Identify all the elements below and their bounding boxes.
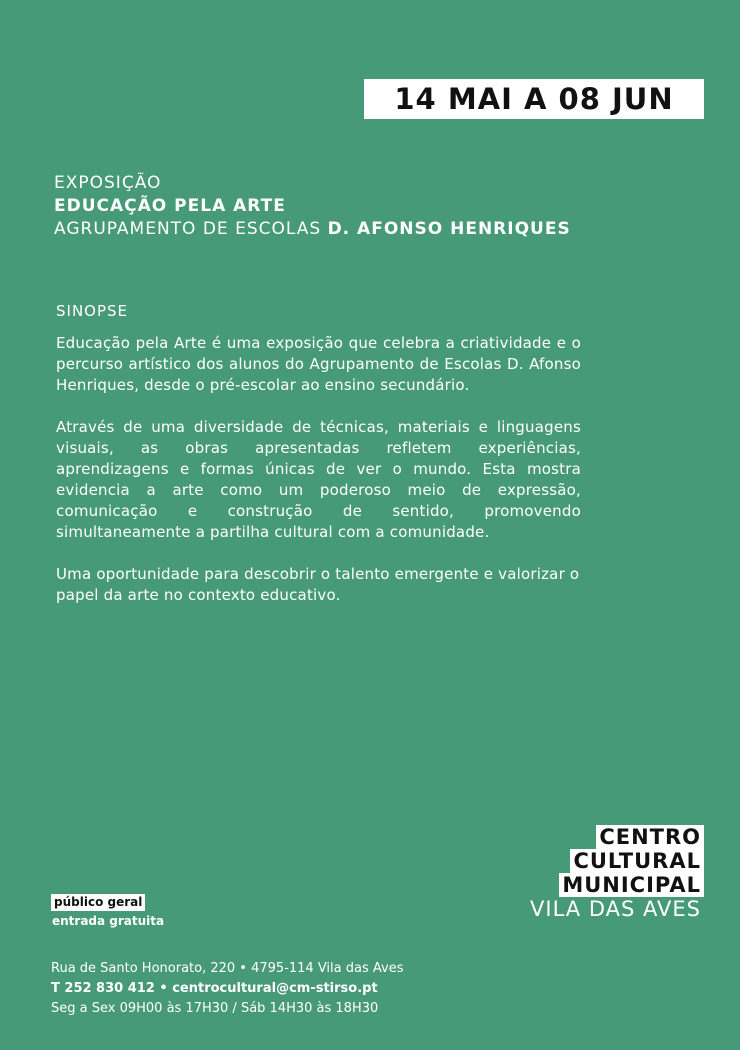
organizer-line — [54, 218, 694, 241]
exhibition-type: EXPOSIÇÃO — [54, 173, 162, 193]
logo-line-centro: CENTRO — [596, 825, 704, 849]
venue-footer — [51, 959, 403, 1019]
venue-logo — [527, 825, 704, 921]
audience-info — [51, 891, 164, 928]
date-range-badge: 14 MAI A 08 JUN — [364, 79, 704, 119]
venue-hours: Seg a Sex 09H00 às 17H30 / Sáb 14H30 às 18H30 — [51, 1001, 379, 1016]
synopsis-paragraph-1: Educação pela Arte é uma exposição que celebra a criatividade e o percurso artístico dos alunos do Agrupamento de Escolas D. Afonso Henriques, desde o pré-escolar ao ensino secundário. — [56, 334, 581, 394]
venue-contact: T 252 830 412 • centrocultural@cm-stirso.pt — [51, 981, 378, 996]
synopsis-label: SINOPSE — [56, 302, 129, 320]
exhibition-title: EDUCAÇÃO PELA ARTE — [54, 196, 286, 216]
venue-address: Rua de Santo Honorato, 220 • 4795-114 Vila das Aves — [51, 961, 404, 976]
synopsis-paragraph-3: Uma oportunidade para descobrir o talento emergente e valorizar o papel da arte no contexto educativo. — [56, 565, 580, 604]
logo-line-vila-das-aves: VILA DAS AVES — [530, 897, 701, 921]
entry-info: entrada gratuita — [52, 914, 165, 928]
organizer-name: D. AFONSO HENRIQUES — [327, 219, 571, 239]
logo-line-cultural: CULTURAL — [570, 849, 704, 873]
audience-badge: público geral — [51, 894, 145, 911]
logo-line-municipal: MUNICIPAL — [559, 873, 704, 897]
organizer-prefix: AGRUPAMENTO DE ESCOLAS — [54, 219, 328, 239]
exhibition-header — [54, 172, 694, 241]
synopsis-paragraph-2: Através de uma diversidade de técnicas, materiais e linguagens visuais, as obras apresentadas refletem experiências, aprendizagens e formas únicas de ver o mundo. Esta mostra evidencia a arte como um poderoso meio de expressão, comunicação e construção de sentido, promovendo simultaneamente a partilha cultural com a comunidade. — [56, 418, 581, 541]
synopsis-body — [56, 333, 581, 627]
